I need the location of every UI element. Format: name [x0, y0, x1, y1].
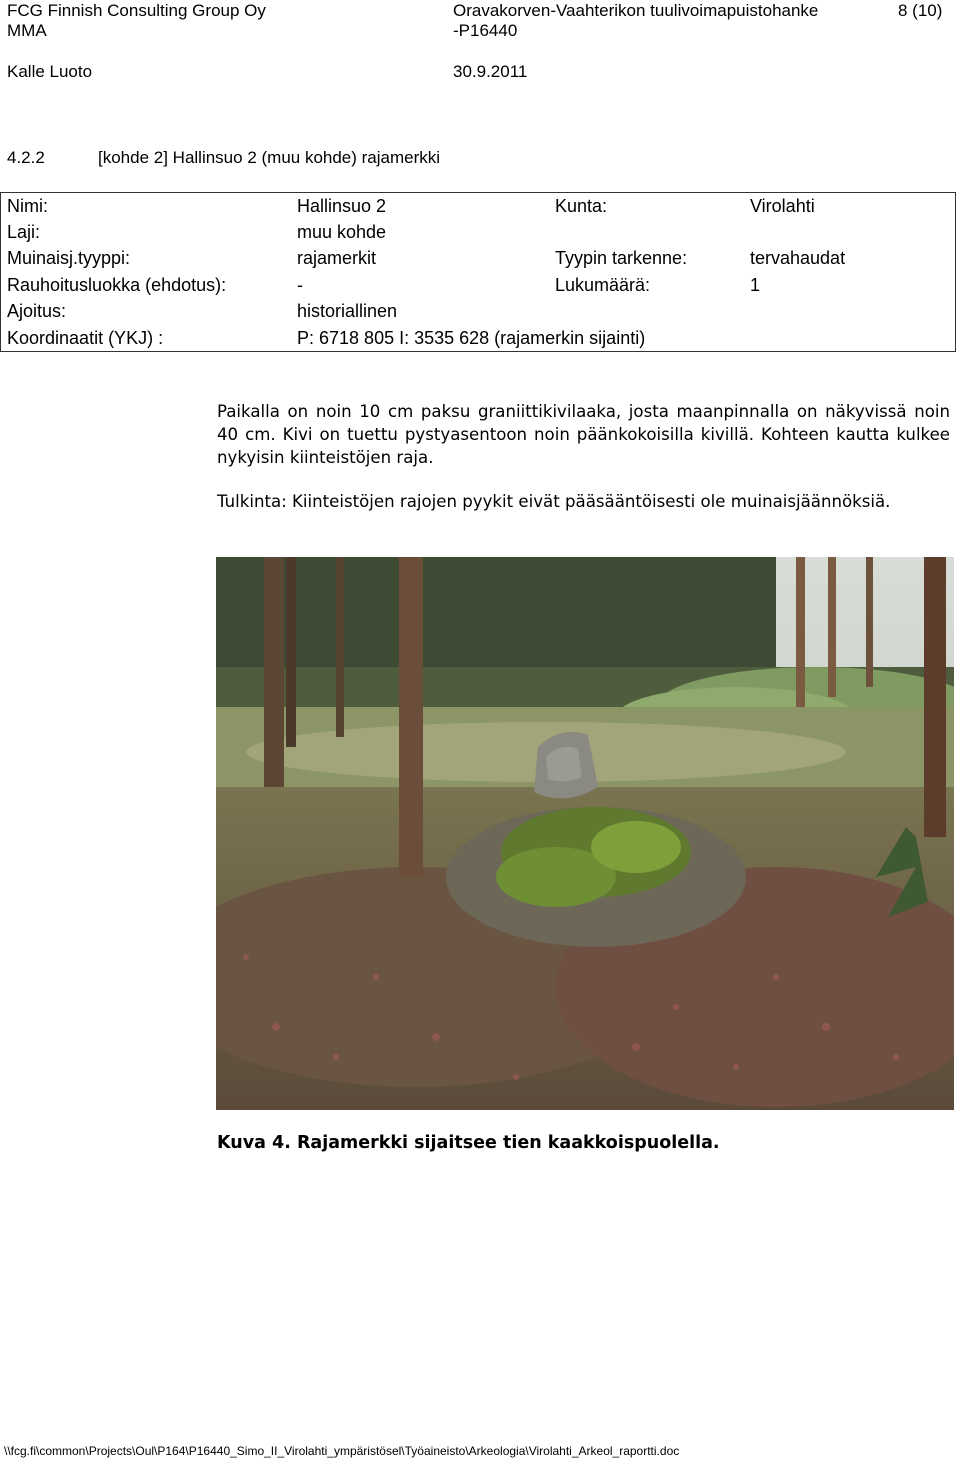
description-paragraph: Paikalla on noin 10 cm paksu graniittikivilaaka, josta maanpinnalla on näkyvissä noin 40 cm. Kivi on tuettu pystyasentoon noin päänkokoisilla kivillä. Kohteen kautta kulkee nykyisin kiinteistöjen raja.: [217, 402, 950, 467]
lukumaara-value: 1: [750, 274, 761, 295]
nimi-label: Nimi:: [7, 195, 48, 216]
koordinaatit-value: P: 6718 805 I: 3535 628 (rajamerkin sijainti): [297, 327, 646, 348]
table-row: [1, 193, 956, 220]
laji-label: Laji:: [7, 222, 41, 243]
report-date: 30.9.2011: [453, 62, 528, 81]
project-title: Oravakorven-Vaahterikon tuulivoimapuistohanke: [453, 1, 819, 20]
tyyppi-label: Muinaisj.tyyppi:: [7, 248, 131, 269]
interpretation-paragraph: Tulkinta: Kiinteistöjen rajojen pyykit eivät pääsääntöisesti ole muinaisjäännöksiä.: [217, 492, 891, 511]
site-info-table: [0, 192, 956, 352]
nimi-value: Hallinsuo 2: [297, 195, 387, 216]
ajoitus-label: Ajoitus:: [7, 301, 67, 322]
project-code: -P16440: [453, 21, 518, 40]
table-row: [1, 325, 956, 352]
table-row: [1, 299, 956, 325]
unit-name: MMA: [7, 21, 47, 40]
table-row: [1, 219, 956, 245]
figure-caption: Kuva 4. Rajamerkki sijaitsee tien kaakkoispuolella.: [217, 1133, 720, 1153]
tarkenne-value: tervahaudat: [750, 248, 846, 269]
file-path-footer: \\fcg.fi\common\Projects\Oul\P164\P16440_Simo_II_Virolahti_ympäristösel\Työaineisto\Arkeologia\Virolahti_Arkeol_raportti.doc: [4, 1444, 680, 1458]
kunta-label: Kunta:: [555, 195, 608, 216]
rauhoitus-label: Rauhoitusluokka (ehdotus):: [7, 274, 227, 295]
page-number: 8 (10): [898, 1, 943, 20]
koordinaatit-label: Koordinaatit (YKJ) :: [7, 327, 164, 348]
kunta-value: Virolahti: [750, 195, 815, 216]
table-row: [1, 246, 956, 272]
tarkenne-label: Tyypin tarkenne:: [555, 248, 688, 269]
tyyppi-value: rajamerkit: [297, 248, 377, 269]
site-photo: [216, 557, 954, 1110]
ajoitus-value: historiallinen: [297, 301, 398, 322]
author-name: Kalle Luoto: [7, 62, 93, 81]
rauhoitus-value: -: [297, 274, 303, 295]
laji-value: muu kohde: [297, 222, 387, 243]
company-name: FCG Finnish Consulting Group Oy: [7, 1, 266, 20]
section-title: [kohde 2] Hallinsuo 2 (muu kohde) rajamerkki: [98, 148, 441, 167]
table-row: [1, 272, 956, 298]
lukumaara-label: Lukumäärä:: [555, 274, 651, 295]
section-number: 4.2.2: [7, 148, 45, 167]
